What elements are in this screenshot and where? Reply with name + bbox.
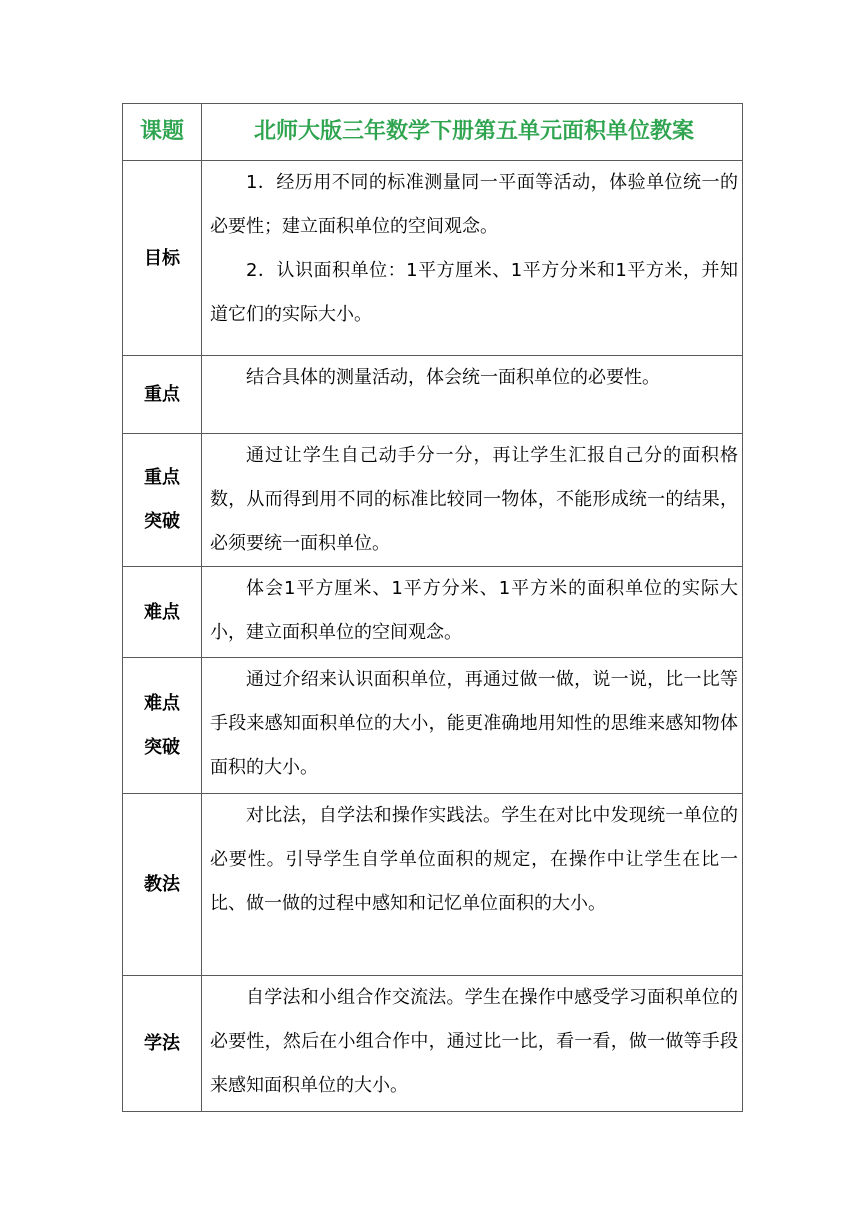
paragraph: 通过介绍来认识面积单位，再通过做一做，说一说，比一比等手段来感知面积单位的大小，能更准确地用知性的思维来感知物体面积的大小。 xyxy=(210,669,738,778)
row-label: 难点 xyxy=(123,567,202,658)
row-label xyxy=(123,434,202,567)
row-difficulty-breakthrough xyxy=(123,658,743,794)
row-label xyxy=(123,658,202,794)
title-label: 课题 xyxy=(123,104,202,161)
row-content xyxy=(202,161,743,356)
row-key-breakthrough xyxy=(123,434,743,567)
document-title-text: 北师大版三年数学下册第五单元面积单位教案 xyxy=(253,119,694,144)
paragraph: 自学法和小组合作交流法。学生在操作中感受学习面积单位的必要性，然后在小组合作中，通过比一比，看一看，做一做等手段来感知面积单位的大小。 xyxy=(210,987,738,1096)
row-difficulties xyxy=(123,567,743,658)
row-label: 目标 xyxy=(123,161,202,356)
paragraph: 通过让学生自己动手分一分，再让学生汇报自己分的面积格数，从而得到用不同的标准比较同一物体，不能形成统一的结果，必须要统一面积单位。 xyxy=(210,445,738,554)
paragraph: 1．经历用不同的标准测量同一平面等活动，体验单位统一的必要性；建立面积单位的空间观念。 xyxy=(210,172,738,237)
row-label: 重点 xyxy=(123,356,202,434)
row-objectives xyxy=(123,161,743,356)
paragraph: 对比法，自学法和操作实践法。学生在对比中发现统一单位的必要性。引导学生自学单位面积的规定，在操作中让学生在比一比、做一做的过程中感知和记忆单位面积的大小。 xyxy=(210,805,738,914)
row-content xyxy=(202,356,743,434)
paragraph: 结合具体的测量活动，体会统一面积单位的必要性。 xyxy=(246,367,660,388)
row-label: 学法 xyxy=(123,976,202,1112)
row-teaching-method xyxy=(123,794,743,976)
row-key-points xyxy=(123,356,743,434)
paragraph: 体会1平方厘米、1平方分米、1平方米的面积单位的实际大小，建立面积单位的空间观念。 xyxy=(210,578,738,643)
row-label: 教法 xyxy=(123,794,202,976)
row-label-text: 重点突破 xyxy=(144,467,180,532)
row-label-text: 难点突破 xyxy=(144,692,180,758)
document-title xyxy=(202,104,743,161)
row-content xyxy=(202,976,743,1112)
row-content xyxy=(202,658,743,794)
lesson-plan-table xyxy=(122,103,743,1112)
row-content xyxy=(202,567,743,658)
row-learning-method xyxy=(123,976,743,1112)
row-content xyxy=(202,794,743,976)
row-content xyxy=(202,434,743,567)
paragraph: 2．认识面积单位：1平方厘米、1平方分米和1平方米，并知道它们的实际大小。 xyxy=(210,260,738,325)
title-row xyxy=(123,104,743,161)
